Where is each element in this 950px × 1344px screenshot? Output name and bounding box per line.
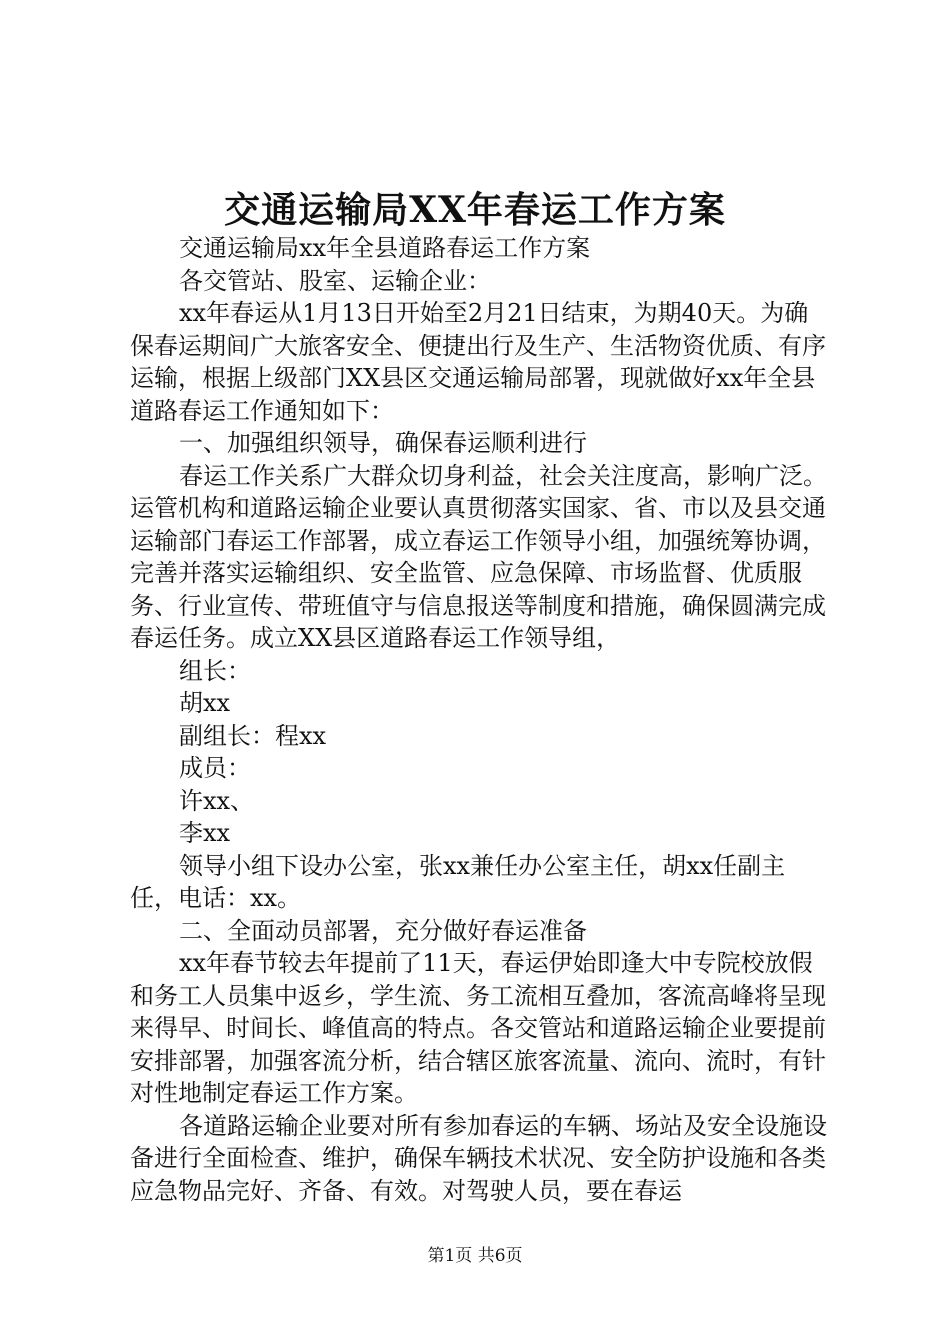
intro-paragraph: xx年春运从1月13日开始至2月21日结束，为期40天。为确保春运期间广大旅客安全、便捷出行及生产、生活物资优质、有序运输，根据上级部门XX县区交通运输局部署，现就做好xx年全县道路春运工作通知如下： xyxy=(130,299,826,425)
section-2-paragraph: xx年春节较去年提前了11天，春运伊始即逢大中专院校放假和务工人员集中返乡，学生流、务工流相互叠加，客流高峰将呈现来得早、时间长、峰值高的特点。各交管站和道路运输企业要提前安排部署，加强客流分析，结合辖区旅客流量、流向、流时，有针对性地制定春运工作方案。 xyxy=(130,949,826,1107)
deputy-leader-line: 副组长：程xx xyxy=(179,721,327,750)
section-1-paragraph: 春运工作关系广大群众切身利益，社会关注度高，影响广泛。运管机构和道路运输企业要认真贯彻落实国家、省、市以及县交通运输部门春运工作部署，成立春运工作领导小组，加强统筹协调，完善并落实运输组织、安全监管、应急保障、市场监督、优质服务、行业宣传、带班值守与信息报送等制度和措施，确保圆满完成春运任务。成立XX县区道路春运工作领导组， xyxy=(130,461,827,652)
salutation-paragraph: 各交管站、股室、运输企业： xyxy=(179,266,491,295)
office-paragraph: 领导小组下设办公室，张xx兼任办公室主任，胡xx任副主任，电话：xx。 xyxy=(130,851,786,912)
document-body xyxy=(130,232,830,1207)
members-line: 成员：许xx、李xx xyxy=(179,754,255,847)
subtitle-paragraph: 交通运输局xx年全县道路春运工作方案 xyxy=(179,234,591,262)
document-title: 交通运输局XX年春运工作方案 xyxy=(224,189,726,231)
page-number-footer: 第1页 共6页 xyxy=(427,1246,523,1266)
section-heading-1: 一、加强组织领导，确保春运顺利进行 xyxy=(179,429,587,457)
team-leader-line: 组长：胡xx xyxy=(179,656,251,717)
vehicle-check-paragraph: 各道路运输企业要对所有参加春运的车辆、场站及安全设施设备进行全面检查、维护，确保车辆技术状况、安全防护设施和各类应急物品完好、齐备、有效。对驾驶人员，要在春运 xyxy=(130,1111,827,1205)
section-heading-2: 二、全面动员部署，充分做好春运准备 xyxy=(179,916,587,945)
